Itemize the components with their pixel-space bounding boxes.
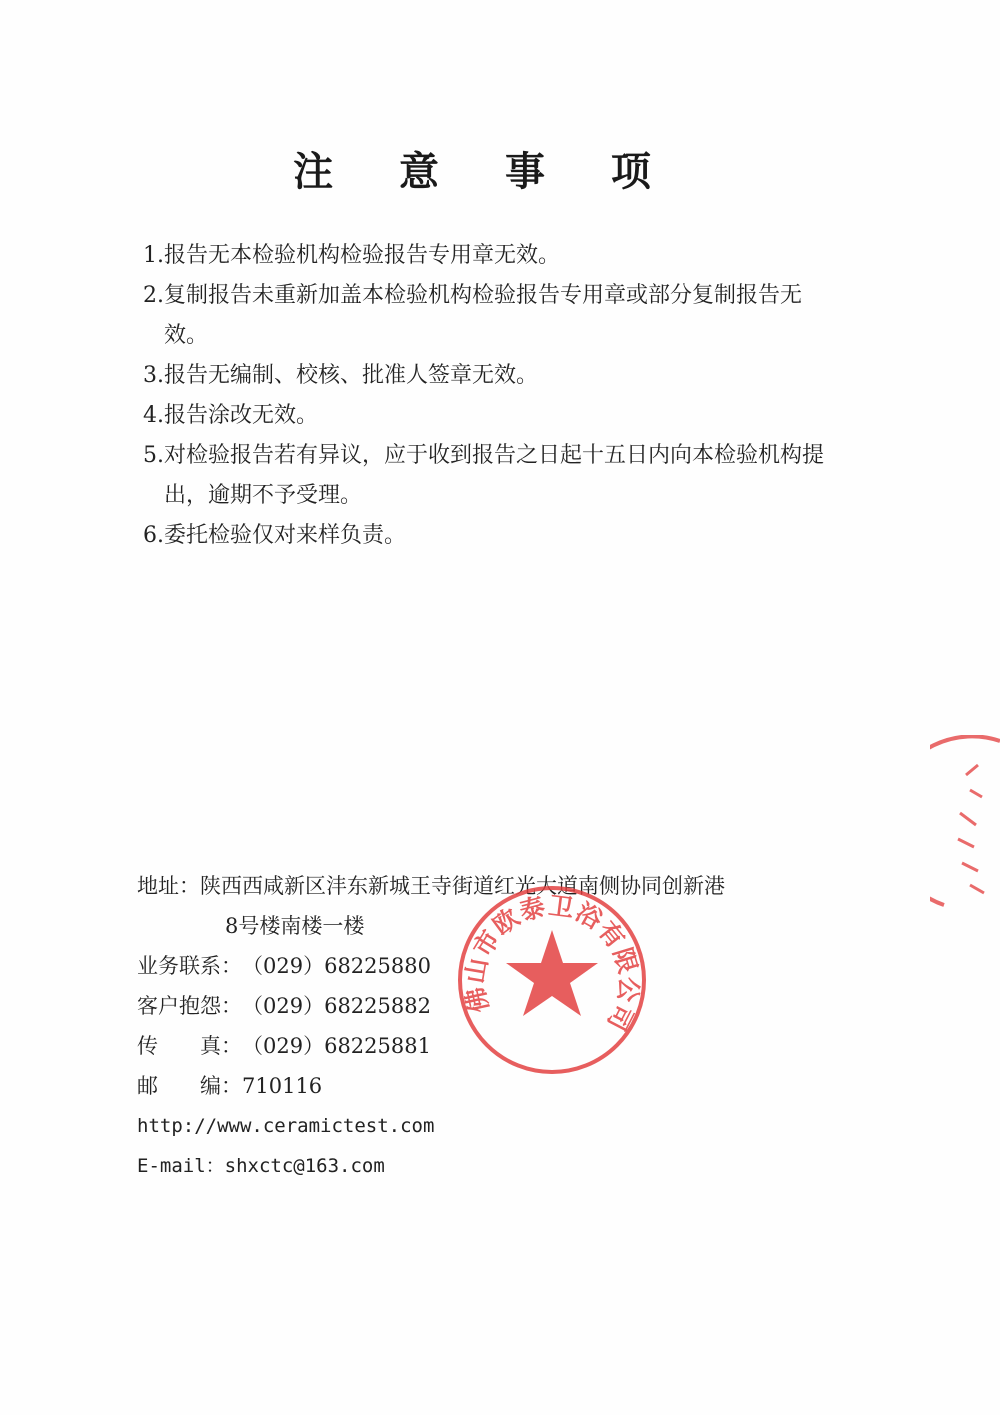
notes-list xyxy=(143,236,843,556)
note-text: 对检验报告若有异议，应于收到报告之日起十五日内向本检验机构提出，逾期不予受理。 xyxy=(164,443,825,508)
note-text: 报告无本检验机构检验报告专用章无效。 xyxy=(164,243,561,268)
seal-text: 佛山市欧泰卫浴有限公司 xyxy=(460,891,644,1037)
note-number: 1. xyxy=(143,243,164,268)
address-value: 陕西西咸新区沣东新城王寺街道红光大道南侧协同创新港 xyxy=(200,874,725,898)
postcode-value: 710116 xyxy=(242,1074,323,1098)
note-number: 2. xyxy=(143,283,164,308)
list-item xyxy=(143,356,843,396)
note-number: 4. xyxy=(143,403,164,428)
postcode-label: 邮 编： xyxy=(137,1074,242,1098)
fax-number: （029）68225881 xyxy=(242,1034,431,1058)
note-number: 6. xyxy=(143,523,164,548)
list-item xyxy=(143,236,843,276)
website-row xyxy=(137,1106,837,1146)
list-item xyxy=(143,396,843,436)
note-number: 3. xyxy=(143,363,164,388)
company-seal-stamp xyxy=(452,880,652,1080)
email-link[interactable]: shxctc@163.com xyxy=(224,1155,385,1177)
complaint-label: 客户抱怨： xyxy=(137,994,242,1018)
star-icon xyxy=(506,930,598,1016)
note-text: 报告无编制、校核、批准人签章无效。 xyxy=(164,363,539,388)
page-title: 注 意 事 项 xyxy=(293,148,677,195)
fax-label: 传 真： xyxy=(137,1034,242,1058)
list-item xyxy=(143,276,843,356)
business-phone: （029）68225880 xyxy=(242,954,431,978)
side-stamp-fragment xyxy=(930,735,1000,915)
note-number: 5. xyxy=(143,443,164,468)
list-item xyxy=(143,516,843,556)
complaint-phone: （029）68225882 xyxy=(242,994,431,1018)
list-item xyxy=(143,436,843,516)
note-text: 复制报告未重新加盖本检验机构检验报告专用章或部分复制报告无效。 xyxy=(164,283,803,348)
note-text: 报告涂改无效。 xyxy=(164,403,319,428)
business-label: 业务联系： xyxy=(137,954,242,978)
email-row xyxy=(137,1146,837,1186)
address-label: 地址： xyxy=(137,874,200,898)
note-text: 委托检验仅对来样负责。 xyxy=(164,523,407,548)
website-link[interactable]: http://www.ceramictest.com xyxy=(137,1115,435,1137)
email-label: E-mail： xyxy=(137,1155,225,1177)
address-value-2: 8号楼南楼一楼 xyxy=(225,914,365,938)
